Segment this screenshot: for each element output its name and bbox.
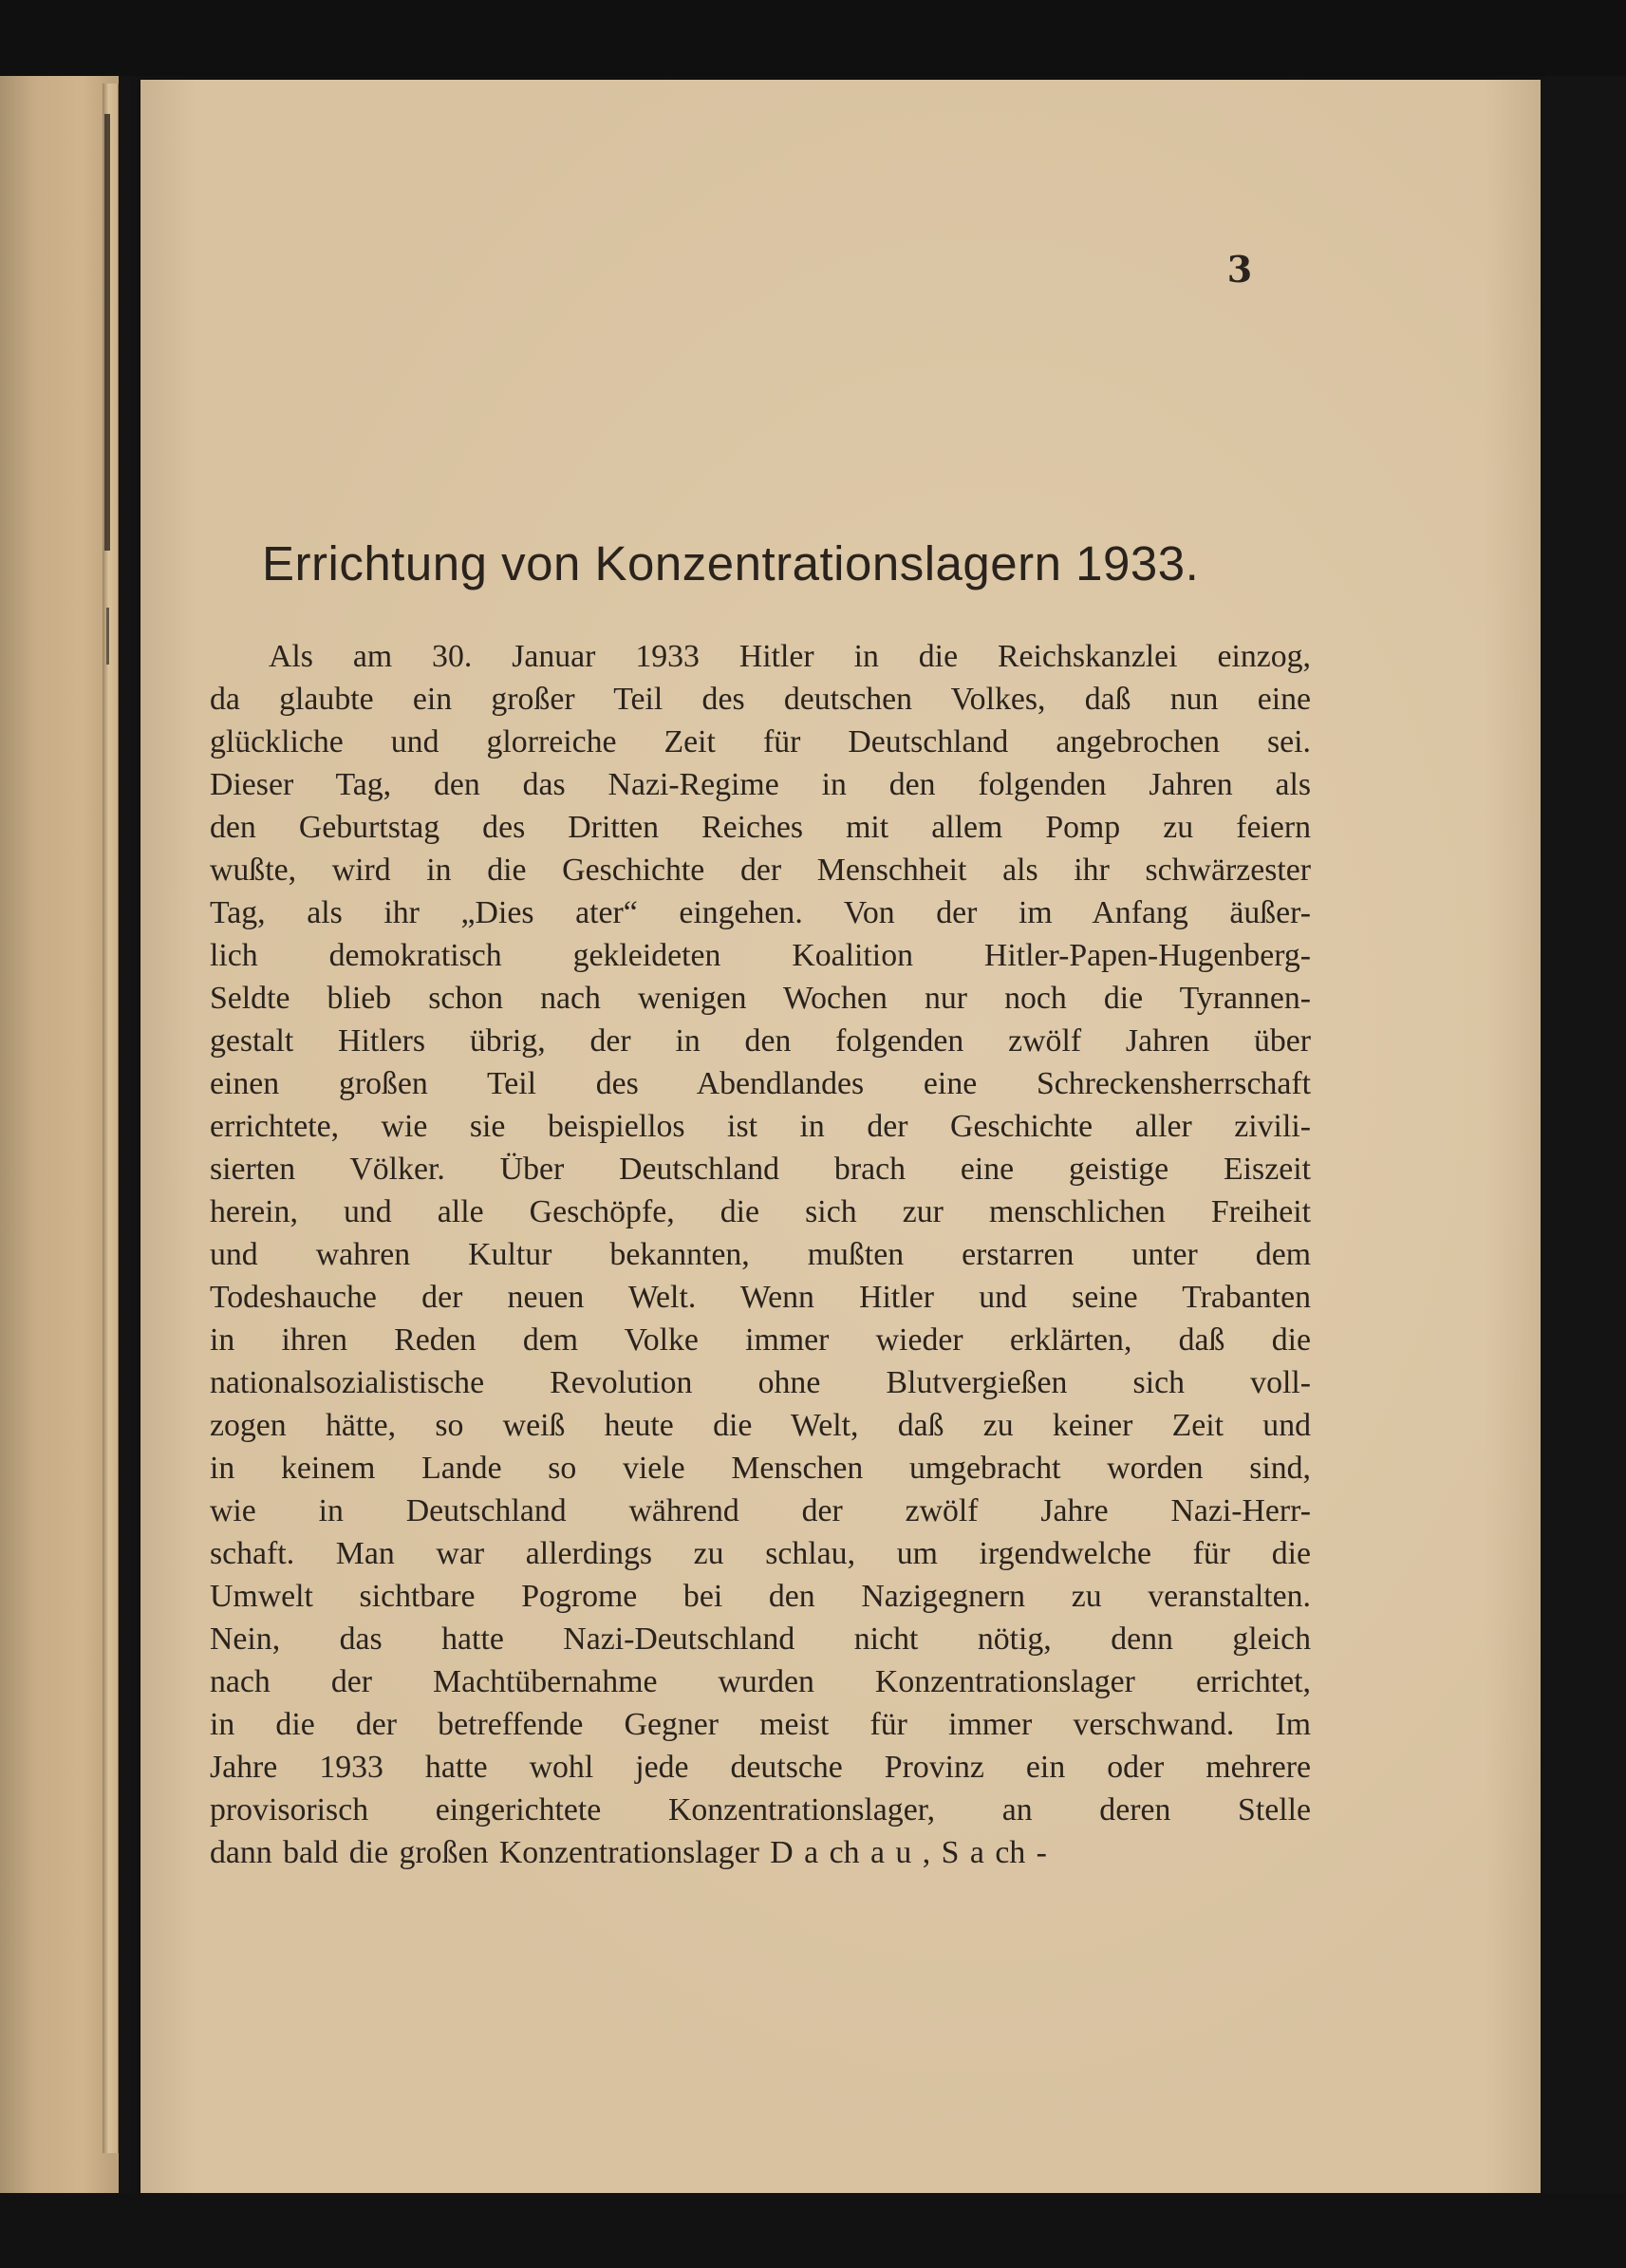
text-line: Nein, das hatte Nazi-Deutschland nicht nötig, denn gleich: [210, 1621, 1311, 1657]
text-line: Umwelt sichtbare Pogrome bei den Nazigegnern zu veranstalten.: [210, 1579, 1311, 1614]
text-line: Seldte blieb schon nach wenigen Wochen nur noch die Tyrannen-: [210, 981, 1311, 1016]
scan-background-top: [0, 0, 1626, 76]
gutter-shadow: [104, 114, 110, 551]
text-line: Jahre 1933 hatte wohl jede deutsche Provinz ein oder mehrere: [210, 1750, 1311, 1785]
scan-background-right: [1541, 80, 1626, 2206]
text-line: nach der Machtübernahme wurden Konzentrationslager errichtet,: [210, 1664, 1311, 1699]
text-line: gestalt Hitlers übrig, der in den folgenden zwölf Jahren über: [210, 1023, 1311, 1059]
text-line: Tag, als ihr „Dies ater“ eingehen. Von der im Anfang äußer-: [210, 895, 1311, 930]
text-line: wußte, wird in die Geschichte der Menschheit als ihr schwärzester: [210, 853, 1311, 888]
text-line: Als am 30. Januar 1933 Hitler in die Reichskanzlei einzog,: [269, 639, 1311, 674]
text-line: in keinem Lande so viele Menschen umgebracht worden sind,: [210, 1451, 1311, 1486]
text-line: Dieser Tag, den das Nazi-Regime in den folgenden Jahren als: [210, 767, 1311, 802]
scan-background-bottom: [0, 2193, 1626, 2268]
text-line: zogen hätte, so weiß heute die Welt, daß zu keiner Zeit und: [210, 1408, 1311, 1443]
text-line: schaft. Man war allerdings zu schlau, um irgendwelche für die: [210, 1536, 1311, 1571]
text-line: da glaubte ein großer Teil des deutschen Volkes, daß nun eine: [210, 682, 1311, 717]
text-line: und wahren Kultur bekannten, mußten erstarren unter dem: [210, 1237, 1311, 1272]
text-line: glückliche und glorreiche Zeit für Deutschland angebrochen sei.: [210, 724, 1311, 759]
left-page-sliver: [0, 76, 119, 2193]
page-number: 3: [1226, 248, 1253, 291]
body-text: [210, 635, 1311, 1874]
text-line: sierten Völker. Über Deutschland brach eine geistige Eiszeit: [210, 1152, 1311, 1187]
text-line: den Geburtstag des Dritten Reiches mit allem Pomp zu feiern: [210, 810, 1311, 845]
gutter-shadow-small: [106, 608, 109, 665]
text-line: provisorisch eingerichtete Konzentrationslager, an deren Stelle: [210, 1792, 1311, 1828]
text-line: Todeshauche der neuen Welt. Wenn Hitler und seine Trabanten: [210, 1280, 1311, 1315]
text-line: in ihren Reden dem Volke immer wieder erklärten, daß die: [210, 1322, 1311, 1358]
text-line: errichtete, wie sie beispiellos ist in der Geschichte aller zivili-: [210, 1109, 1311, 1144]
text-line: dann bald die großen Konzentrationslager D a ch a u , S a ch -: [210, 1835, 1047, 1870]
text-line: wie in Deutschland während der zwölf Jahre Nazi-Herr-: [210, 1493, 1311, 1528]
text-line: in die der betreffende Gegner meist für immer verschwand. Im: [210, 1707, 1311, 1742]
text-line: lich demokratisch gekleideten Koalition Hitler-Papen-Hugenberg-: [210, 938, 1311, 973]
text-line: einen großen Teil des Abendlandes eine Schreckensherrschaft: [210, 1066, 1311, 1101]
text-line: nationalsozialistische Revolution ohne Blutvergießen sich voll-: [210, 1365, 1311, 1400]
text-line: herein, und alle Geschöpfe, die sich zur menschlichen Freiheit: [210, 1194, 1311, 1229]
book-page: [140, 80, 1541, 2206]
chapter-title: Errichtung von Konzentrationslagern 1933.: [262, 536, 1200, 590]
